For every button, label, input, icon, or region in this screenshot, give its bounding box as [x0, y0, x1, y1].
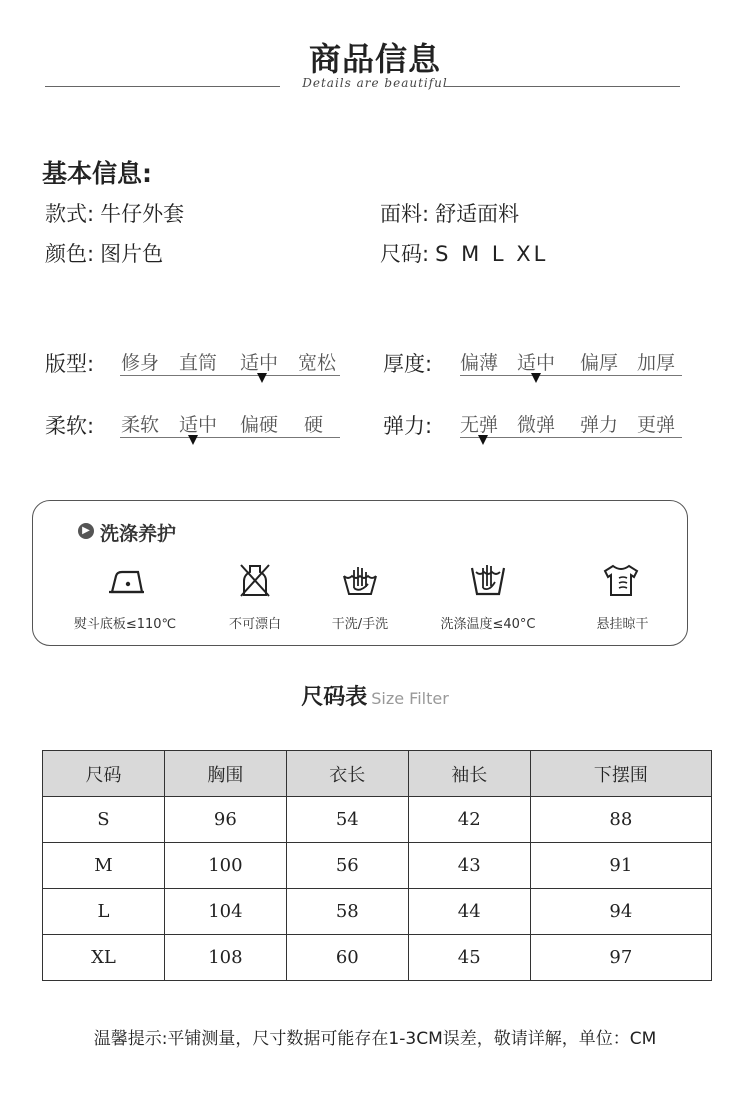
- table-cell: 54: [286, 797, 408, 843]
- thickness-option: 加厚: [637, 352, 676, 374]
- measurement-note: 温馨提示:平铺测量，尺寸数据可能存在1-3CM误差，敬请详解，单位：CM: [93, 1029, 657, 1049]
- table-cell: M: [43, 843, 165, 889]
- fabric-value: 舒适面料: [435, 202, 520, 226]
- table-cell: L: [43, 889, 165, 935]
- softness-option: 柔软: [121, 414, 160, 436]
- table-header-cell: 胸围: [164, 751, 286, 797]
- fit-option: 修身: [121, 352, 160, 374]
- softness-indicator: [188, 435, 198, 445]
- table-cell: 104: [164, 889, 286, 935]
- thickness-scale-line: [460, 375, 682, 376]
- table-cell: 60: [286, 935, 408, 981]
- elasticity-option: 无弹: [460, 414, 499, 436]
- softness-scale-line: [120, 437, 340, 438]
- wash-temp-icon: [468, 562, 508, 598]
- table-row: [43, 889, 712, 935]
- care-label: 悬挂晾干: [596, 617, 649, 632]
- table-cell: XL: [43, 935, 165, 981]
- thickness-option: 偏厚: [580, 352, 619, 374]
- table-header-cell: 袖长: [408, 751, 530, 797]
- chevron-right-icon: ▶: [78, 523, 94, 539]
- size-table: [42, 750, 712, 981]
- table-row: [43, 797, 712, 843]
- no-bleach-icon: [235, 562, 275, 598]
- thickness-option: 偏薄: [460, 352, 499, 374]
- table-cell: 44: [408, 889, 530, 935]
- fabric-label: 面料:: [380, 202, 430, 226]
- hang-dry-icon: [601, 562, 641, 598]
- elasticity-option: 更弹: [637, 414, 676, 436]
- page-subtitle: Details are beautiful: [302, 76, 448, 90]
- table-cell: S: [43, 797, 165, 843]
- table-cell: 45: [408, 935, 530, 981]
- elasticity-option: 弹力: [580, 414, 619, 436]
- elasticity-label: 弹力:: [383, 414, 433, 438]
- color-value: 图片色: [100, 242, 164, 266]
- softness-option: 硬: [304, 414, 324, 436]
- fit-scale-line: [120, 375, 340, 376]
- care-label: 干洗/手洗: [331, 617, 389, 632]
- fit-option: 宽松: [298, 352, 337, 374]
- table-header-cell: 下摆围: [530, 751, 711, 797]
- care-label: 熨斗底板≤110℃: [73, 617, 177, 632]
- table-header-row: [43, 751, 712, 797]
- table-cell: 91: [530, 843, 711, 889]
- style-value: 牛仔外套: [100, 202, 185, 226]
- table-cell: 88: [530, 797, 711, 843]
- style-label: 款式:: [45, 202, 95, 226]
- elasticity-option: 微弹: [517, 414, 556, 436]
- table-header-cell: 衣长: [286, 751, 408, 797]
- fit-label: 版型:: [45, 352, 95, 376]
- fit-option: 直筒: [179, 352, 218, 374]
- color-label: 颜色:: [45, 242, 95, 266]
- thickness-option: 适中: [517, 352, 556, 374]
- fit-option: 适中: [240, 352, 279, 374]
- style-row: [45, 198, 184, 228]
- thickness-label: 厚度:: [383, 352, 433, 376]
- table-cell: 96: [164, 797, 286, 843]
- size-label: 尺码:: [380, 242, 430, 266]
- size-value: S M L XL: [435, 242, 549, 266]
- table-cell: 108: [164, 935, 286, 981]
- fabric-row: [380, 198, 519, 228]
- size-table-title: 尺码表: [301, 685, 368, 710]
- thickness-indicator: [531, 373, 541, 383]
- fit-indicator: [257, 373, 267, 383]
- elasticity-scale-line: [460, 437, 682, 438]
- iron-icon: [106, 562, 146, 598]
- care-title: 洗涤养护: [100, 523, 177, 545]
- size-table-subtitle: Size Filter: [371, 689, 449, 708]
- table-row: [43, 935, 712, 981]
- basic-info-title: 基本信息:: [42, 159, 152, 188]
- table-cell: 100: [164, 843, 286, 889]
- table-cell: 56: [286, 843, 408, 889]
- care-label: 不可漂白: [228, 617, 281, 632]
- table-cell: 42: [408, 797, 530, 843]
- table-cell: 43: [408, 843, 530, 889]
- table-row: [43, 843, 712, 889]
- table-cell: 97: [530, 935, 711, 981]
- elasticity-indicator: [478, 435, 488, 445]
- hand-wash-icon: [340, 562, 380, 598]
- page-title: 商品信息: [308, 40, 441, 78]
- table-cell: 94: [530, 889, 711, 935]
- care-label: 洗涤温度≤40°C: [440, 617, 536, 632]
- size-row: [380, 238, 548, 268]
- table-cell: 58: [286, 889, 408, 935]
- color-row: [45, 238, 163, 268]
- size-table-heading: [0, 680, 750, 711]
- softness-option: 偏硬: [240, 414, 279, 436]
- table-header-cell: 尺码: [43, 751, 165, 797]
- softness-option: 适中: [179, 414, 218, 436]
- softness-label: 柔软:: [45, 414, 95, 438]
